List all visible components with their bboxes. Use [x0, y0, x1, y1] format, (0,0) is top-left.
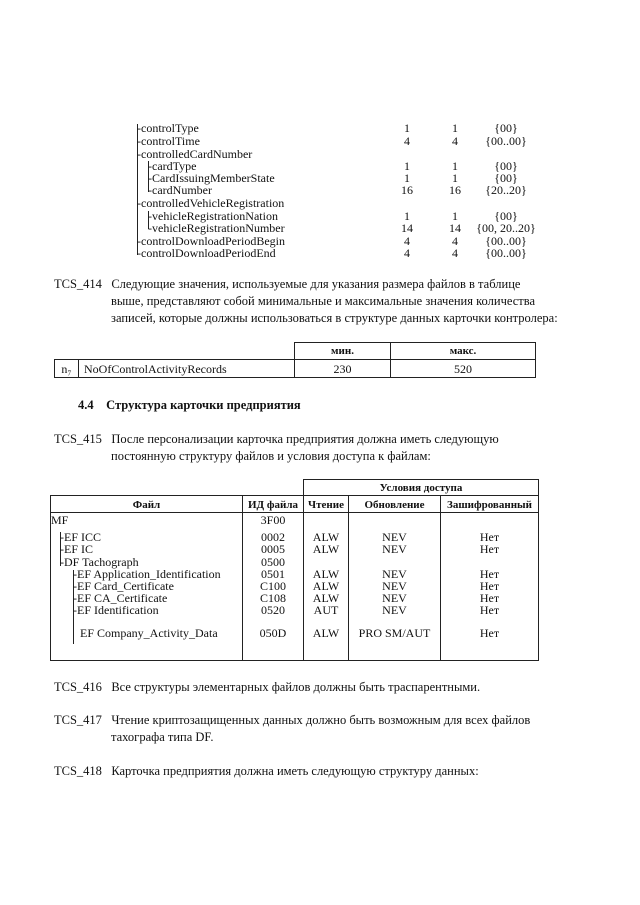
default-value: {20..20}	[485, 183, 527, 197]
file-name: ‑EF IC	[60, 542, 94, 556]
tree-row: ‑controlTime	[137, 134, 200, 148]
file-update: NEV	[382, 603, 407, 617]
tree-row: ‑controlType	[137, 121, 199, 135]
min-value: 1	[404, 159, 410, 173]
tree-row: ‑vehicleRegistrationNumber	[148, 221, 285, 235]
tree-row: ‑controlledCardNumber	[137, 147, 253, 161]
file-read: ALW	[312, 542, 340, 556]
tcs418: TCS_418 Карточка предприятия должна иметь следующую структуру данных:	[54, 764, 479, 778]
record-id: n₇	[61, 362, 72, 376]
file-id: 0520	[261, 603, 285, 617]
file-id: 0500	[261, 555, 285, 569]
file-update: NEV	[382, 567, 407, 581]
file-id: 0501	[261, 567, 285, 581]
file-id: C100	[259, 579, 286, 593]
tcs417-line1: TCS_417 Чтение криптозащищенных данных должно быть возможным для всех файлов	[54, 713, 531, 727]
tree-row: ‑cardNumber	[148, 183, 212, 197]
max-value: 14	[449, 221, 461, 235]
file-name: ‑EF Application_Identification	[73, 567, 221, 581]
file-name: ‑EF Identification	[73, 603, 159, 617]
file-id: 0005	[261, 542, 285, 556]
min-value: 4	[404, 246, 410, 260]
encrypted-header: Зашифрованный	[447, 499, 532, 511]
min-value: 16	[401, 183, 413, 197]
default-value: {00}	[494, 159, 518, 173]
tcs414-line3: записей, которые должны использоваться в структуре данных карточки контролера:	[111, 311, 558, 325]
max-header: макс.	[449, 345, 477, 357]
tcs414-line1: TCS_414 Следующие значения, используемые для указания размера файлов в таблице	[54, 277, 521, 291]
default-value: {00..00}	[485, 246, 527, 260]
file-update: NEV	[382, 530, 407, 544]
min-header: мин.	[331, 345, 354, 357]
min-value: 1	[404, 209, 410, 223]
min-value: 4	[404, 134, 410, 148]
default-value: {00}	[494, 209, 518, 223]
tcs417-line2: тахографа типа DF.	[111, 730, 214, 744]
file-read: ALW	[312, 567, 340, 581]
tcs414-line2: выше, представляют собой минимальные и максимальные значения количества	[111, 294, 536, 308]
max-value: 1	[452, 159, 458, 173]
file-encrypted: Нет	[479, 591, 500, 605]
file-id: 050D	[259, 626, 287, 640]
default-value: {00, 20..20}	[476, 221, 536, 235]
tree-row: ‑CardIssuingMemberState	[148, 171, 275, 185]
default-value: {00}	[494, 121, 518, 135]
file-name: ‑EF Card_Certificate	[73, 579, 174, 593]
file-update: NEV	[382, 542, 407, 556]
file-name: ‑EF CA_Certificate	[73, 591, 168, 605]
tree-row: ‑controlDownloadPeriodBegin	[137, 234, 285, 248]
max-value: 4	[452, 234, 458, 248]
file-header: Файл	[132, 499, 161, 511]
file-read: ALW	[312, 530, 340, 544]
read-header: Чтение	[308, 499, 344, 511]
file-id-header: ИД файла	[248, 499, 298, 511]
max-value: 16	[449, 183, 461, 197]
section-heading: 4.4 Структура карточки предприятия	[78, 398, 301, 412]
file-encrypted: Нет	[479, 579, 500, 593]
file-encrypted: Нет	[479, 567, 500, 581]
min-value: 1	[404, 171, 410, 185]
file-name: EF Company_Activity_Data	[80, 626, 218, 640]
record-name: NoOfControlActivityRecords	[84, 362, 227, 376]
file-read: ALW	[312, 591, 340, 605]
file-id: C108	[259, 591, 286, 605]
update-header: Обновление	[364, 499, 425, 511]
file-read: ALW	[312, 626, 340, 640]
max-value: 4	[452, 246, 458, 260]
max-value: 4	[452, 134, 458, 148]
max-value: 1	[452, 171, 458, 185]
file-update: PRO SM/AUT	[358, 626, 431, 640]
file-id: 3F00	[260, 513, 286, 527]
access-conditions-header: Условия доступа	[379, 482, 463, 494]
min-value: 14	[401, 221, 413, 235]
tcs416: TCS_416 Все структуры элементарных файлов должны быть траспарентными.	[54, 680, 481, 694]
max-value: 1	[452, 209, 458, 223]
tree-row: ‑controlDownloadPeriodEnd	[137, 246, 276, 260]
tcs415-line2: постоянную структуру файлов и условия доступа к файлам:	[111, 449, 431, 463]
min-value: 4	[404, 234, 410, 248]
file-read: ALW	[312, 579, 340, 593]
tree-row: ‑cardType	[148, 159, 197, 173]
file-encrypted: Нет	[479, 603, 500, 617]
file-encrypted: Нет	[479, 530, 500, 544]
tree-row: ‑vehicleRegistrationNation	[148, 209, 278, 223]
record-max: 520	[454, 362, 472, 376]
max-value: 1	[452, 121, 458, 135]
file-name: ‑EF ICC	[60, 530, 102, 544]
default-value: {00..00}	[485, 134, 527, 148]
file-encrypted: Нет	[479, 542, 500, 556]
file-update: NEV	[382, 579, 407, 593]
file-encrypted: Нет	[479, 626, 500, 640]
record-min: 230	[333, 362, 352, 376]
min-value: 1	[404, 121, 410, 135]
file-id: 0002	[261, 530, 285, 544]
default-value: {00..00}	[485, 234, 527, 248]
file-update: NEV	[382, 591, 407, 605]
tree-row: ‑controlledVehicleRegistration	[137, 196, 285, 210]
file-name: ‑DF Tachograph	[60, 555, 139, 569]
file-read: AUT	[313, 603, 339, 617]
file-name: MF	[51, 513, 69, 527]
default-value: {00}	[494, 171, 518, 185]
tcs415-line1: TCS_415 После персонализации карточка предприятия должна иметь следующую	[54, 432, 499, 446]
